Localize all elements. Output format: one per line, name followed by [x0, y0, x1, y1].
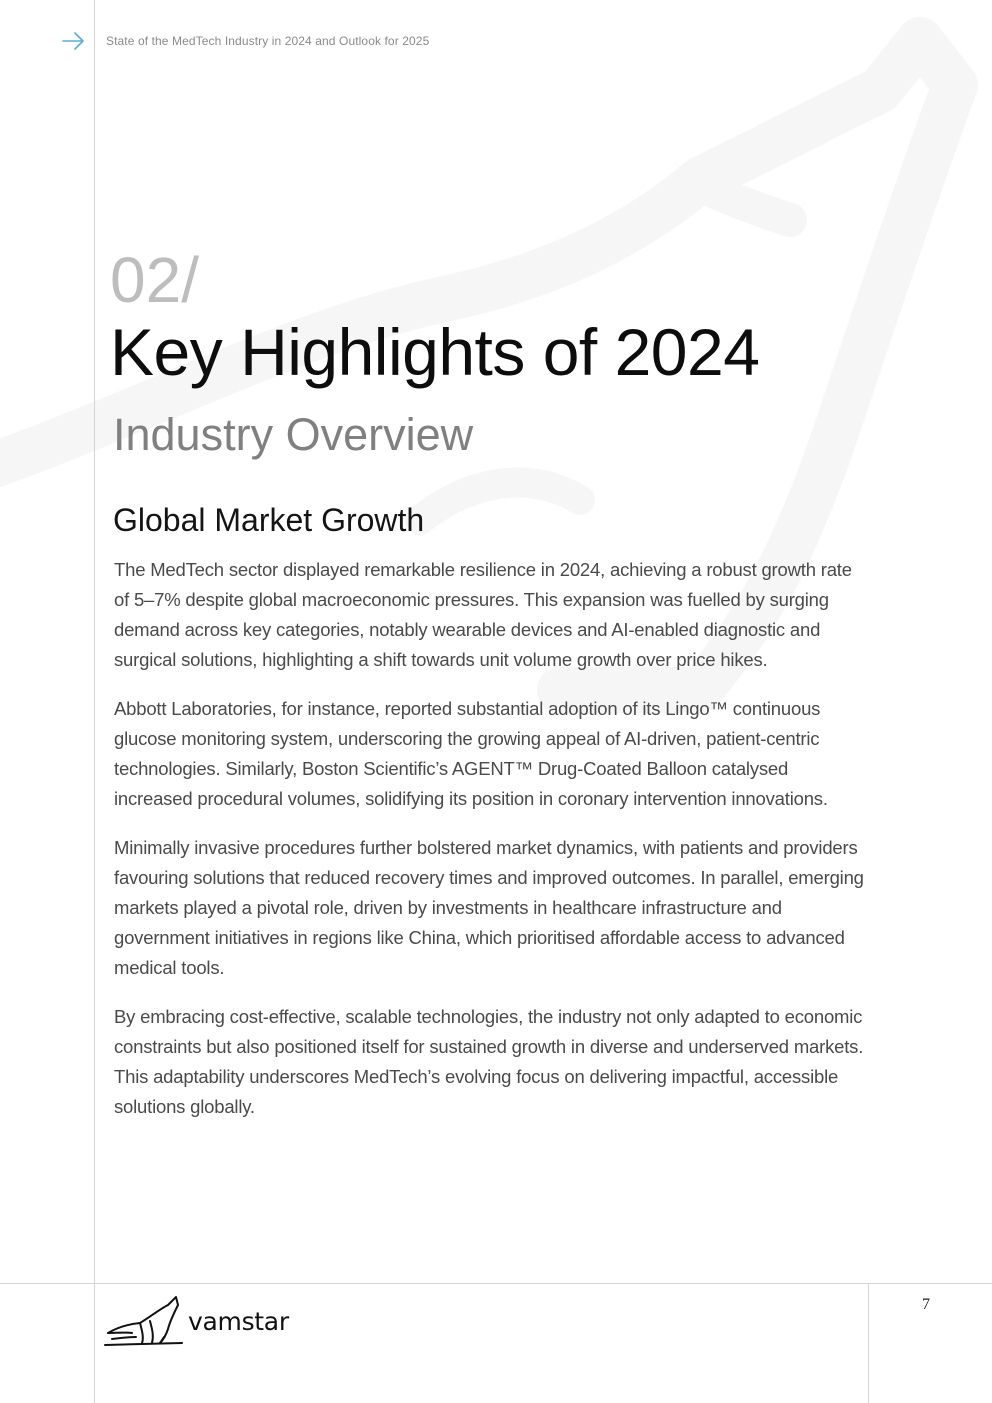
paragraph: By embracing cost-effective, scalable technologies, the industry not only adapted to economic constraints but also positioned itself for sustained growth in diverse and underserved markets. This adaptability underscores MedTech’s evolving focus on delivering impactful, accessible solutions globally.: [114, 1006, 864, 1117]
page-title: Key Highlights of 2024: [110, 315, 760, 389]
section-subtitle: Industry Overview: [113, 409, 474, 460]
subsection-heading: Global Market Growth: [113, 502, 425, 538]
arrow-right-icon: [62, 31, 86, 51]
page-number: 7: [922, 1296, 930, 1313]
running-header-title: State of the MedTech Industry in 2024 and Outlook for 2025: [106, 34, 430, 48]
logo-wordmark: vamstar: [188, 1307, 289, 1336]
paragraph: The MedTech sector displayed remarkable resilience in 2024, achieving a robust growth rate of 5–7% despite global macroeconomic pressures. This expansion was fuelled by surging demand across key categories, notably wearable devices and AI-enabled diagnostic and surgical solutions, highlighting a shift towards unit volume growth over price hikes.: [114, 559, 852, 670]
paragraph: Abbott Laboratories, for instance, reported substantial adoption of its Lingo™ continuous glucose monitoring system, underscoring the growing appeal of AI-driven, patient-centric technologies. Similarly, Boston Scientific’s AGENT™ Drug-Coated Balloon catalysed increased procedural volumes, solidifying its position in coronary intervention innovations.: [114, 698, 828, 809]
footer-rule: [0, 1283, 992, 1284]
body-text: [114, 555, 866, 1141]
wolf-logo-icon: [102, 1293, 186, 1349]
left-margin-rule: [94, 0, 95, 1403]
section-number: 02/: [110, 244, 199, 316]
paragraph: Minimally invasive procedures further bolstered market dynamics, with patients and providers favouring solutions that reduced recovery times and improved outcomes. In parallel, emerging markets played a pivotal role, driven by investments in healthcare infrastructure and government initiatives in regions like China, which prioritised affordable access to advanced medical tools.: [114, 837, 864, 978]
footer-divider: [868, 1283, 869, 1403]
brand-logo: [102, 1293, 312, 1353]
